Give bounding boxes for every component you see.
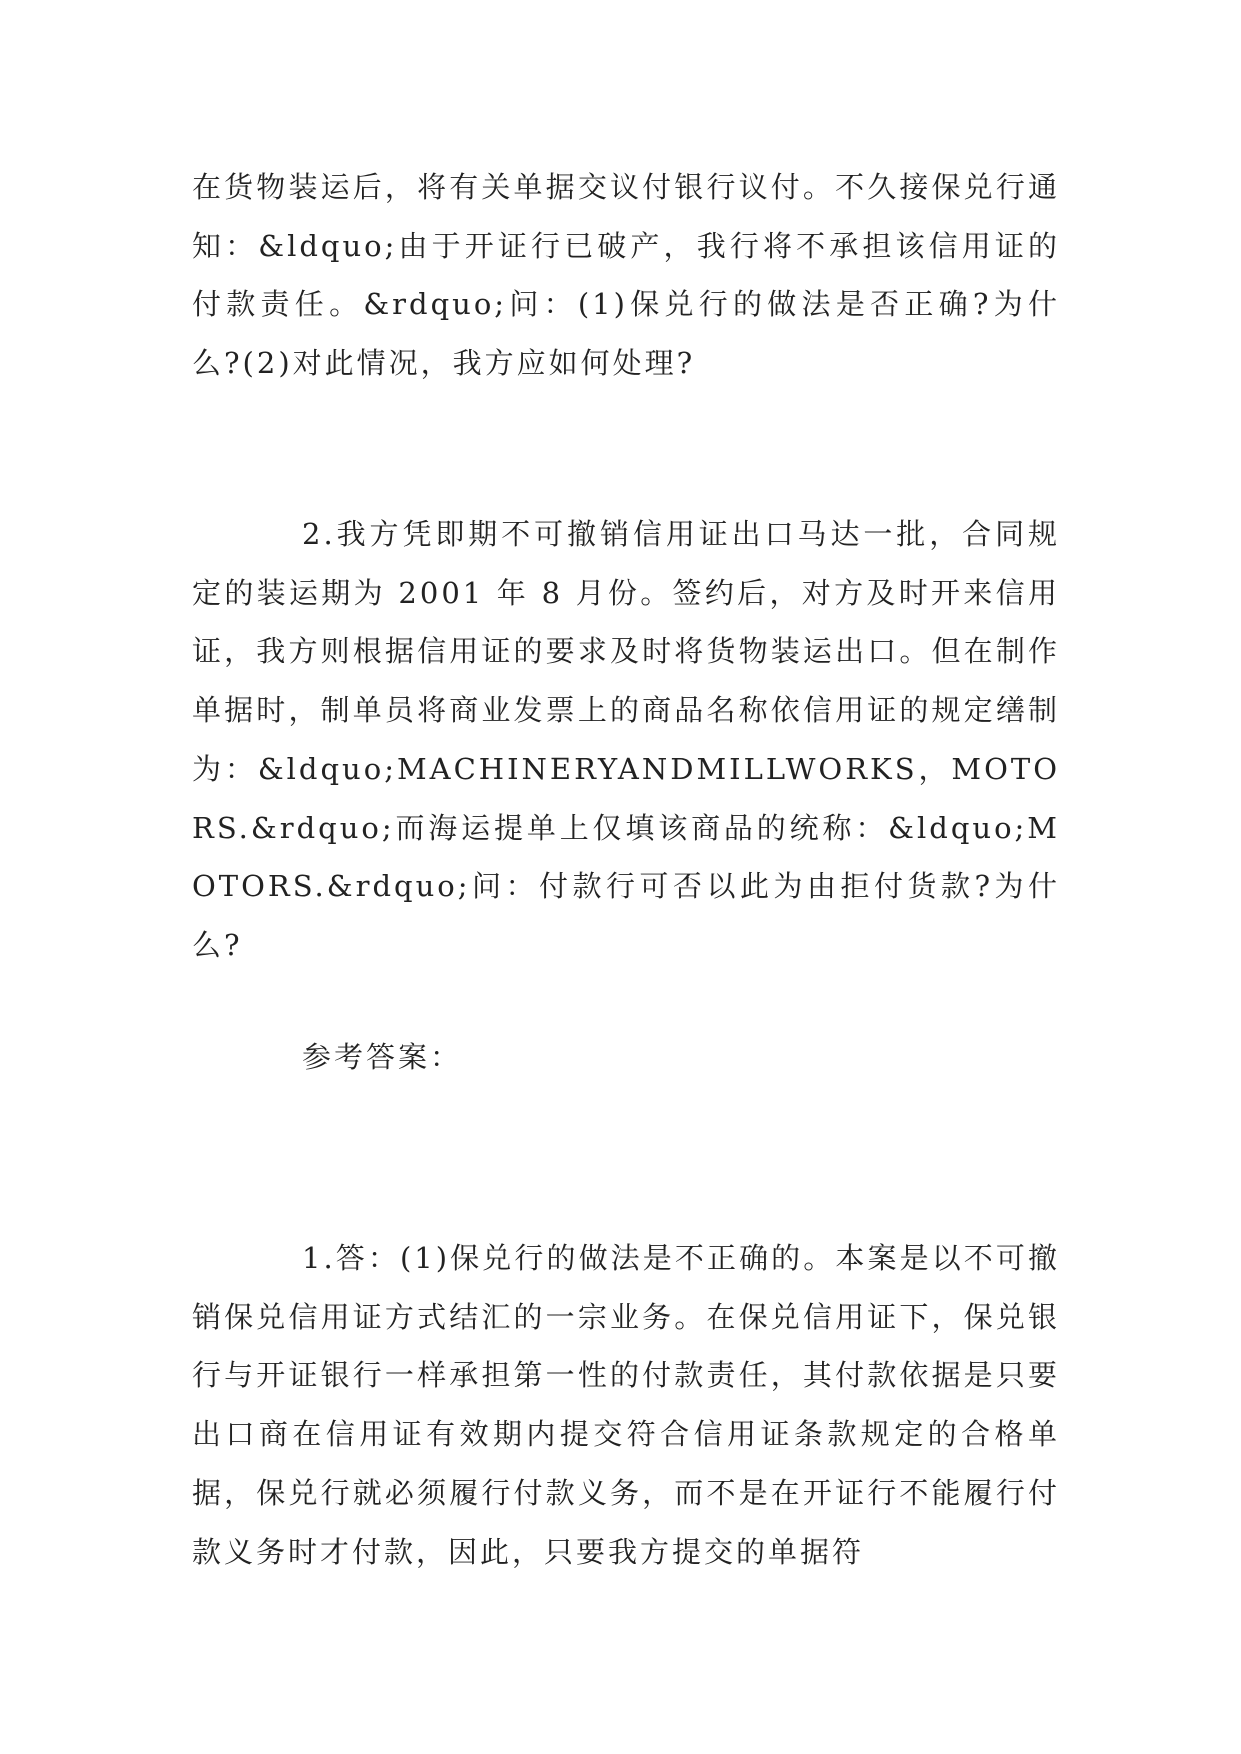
paragraph-case-1-continued: 在货物装运后，将有关单据交议付银行议付。不久接保兑行通知：&ldquo;由于开证行已破产，我行将不承担该信用证的付款责任。&rdquo;问：(1)保兑行的做法是否正确?为什么?(2)对此情况，我方应如何处理? <box>192 170 1060 381</box>
paragraph-answer-1: 1.答：(1)保兑行的做法是不正确的。本案是以不可撤销保兑信用证方式结汇的一宗业务。在保兑信用证下，保兑银行与开证银行一样承担第一性的付款责任，其付款依据是只要出口商在信用证有效期内提交符合信用证条款规定的合格单据，保兑行就必须履行付款义务，而不是在开证行不能履行付款义务时才付款，因此，只要我方提交的单据符 <box>192 1241 1060 1569</box>
paragraph-case-2: 2.我方凭即期不可撤销信用证出口马达一批，合同规定的装运期为 2001 年 8 月份。签约后，对方及时开来信用证，我方则根据信用证的要求及时将货物装运出口。但在制作单据时，制单员将商业发票上的商品名称依信用证的规定缮制为：&ldquo;MACHINERYANDMILLWORKS，MOTORS.&rdquo;而海运提单上仅填该商品的统称：&ldquo;MOTORS.&rdquo;问：付款行可否以此为由拒付货款?为什么? <box>192 517 1060 962</box>
reference-answer-heading: 参考答案： <box>302 1040 463 1074</box>
